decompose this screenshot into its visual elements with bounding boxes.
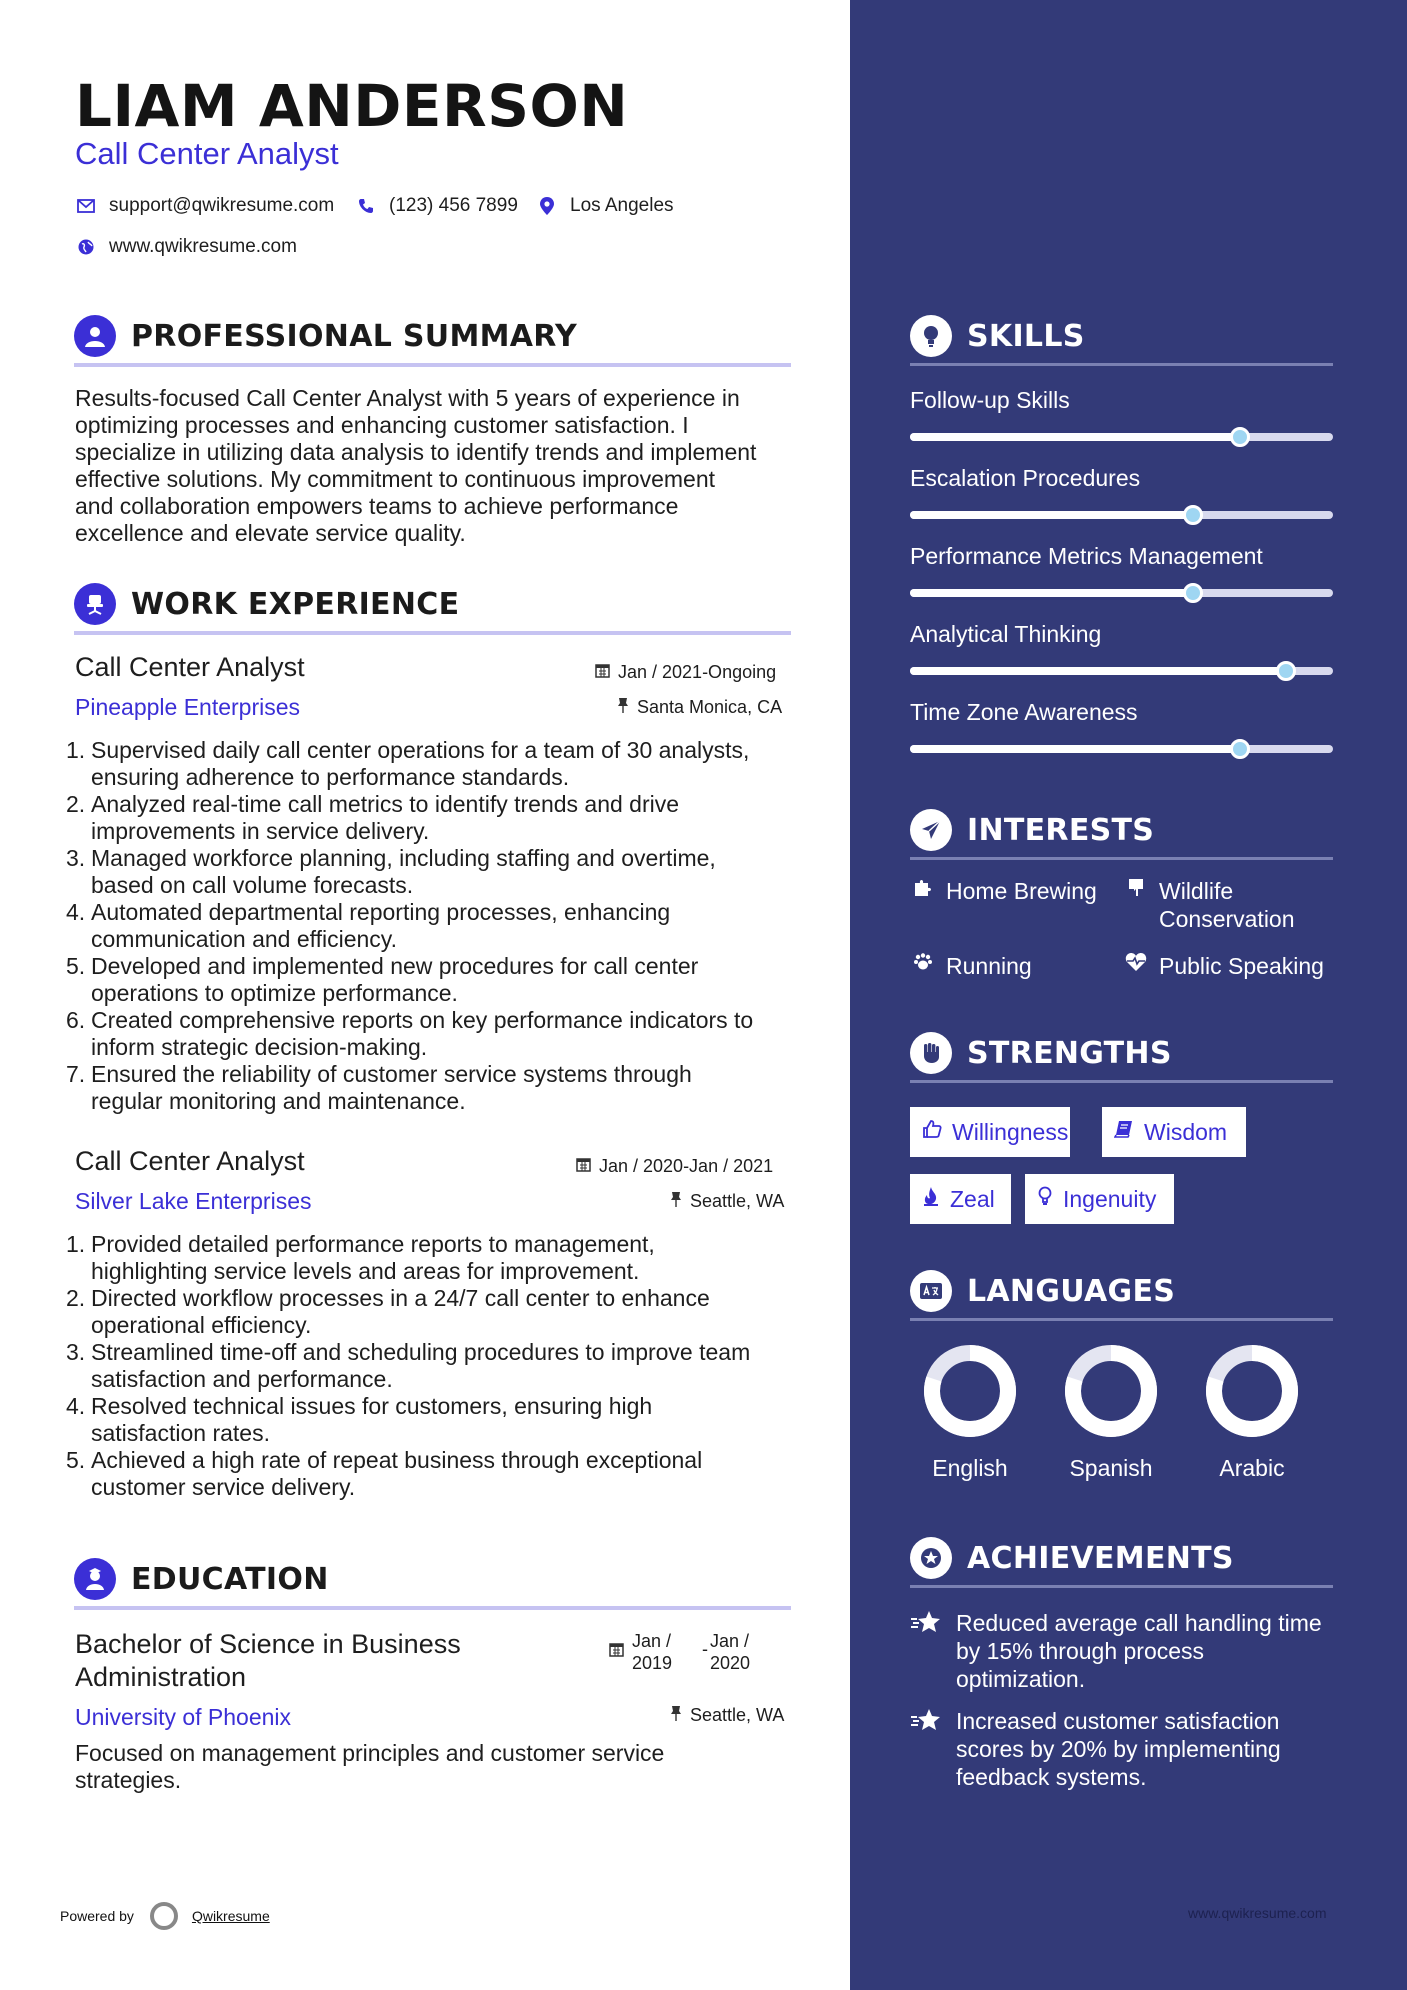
education-dates (609, 1630, 750, 1674)
item-text: Developed and implemented new procedures for call center (91, 953, 699, 979)
list-item (66, 899, 806, 953)
skill-slider (910, 433, 1333, 441)
skills-heading (910, 315, 1085, 357)
item-text: operations to optimize performance. (91, 980, 458, 1006)
item-text: Provided detailed performance reports to management, (91, 1231, 655, 1257)
summary-line: and collaboration empowers teams to achieve performance (75, 493, 679, 519)
pushpin-icon (617, 697, 629, 718)
item-text: based on call volume forecasts. (91, 872, 414, 898)
candidate-title: Call Center Analyst (75, 136, 339, 171)
list-item (66, 1393, 806, 1447)
experience-divider (74, 631, 791, 635)
flame-icon (922, 1186, 940, 1212)
email-text: support@qwikresume.com (109, 195, 335, 216)
skill-label: Performance Metrics Management (910, 543, 1263, 569)
interest-line: Running (946, 953, 1032, 979)
achievement-line: Increased customer satisfaction (956, 1708, 1280, 1734)
item-number: 7. (66, 1061, 86, 1087)
job-company: Silver Lake Enterprises (75, 1188, 312, 1214)
skill-slider (910, 745, 1333, 753)
achievement-line: optimization. (956, 1666, 1086, 1692)
pushpin-icon (670, 1191, 682, 1212)
strength-label: Zeal (950, 1185, 995, 1212)
thumbs-up-icon (922, 1119, 942, 1145)
item-text: Automated departmental reporting processes, enhancing (91, 899, 671, 925)
summary-line: effective solutions. My commitment to continuous improvement (75, 466, 716, 492)
item-text: ensuring adherence to performance standards. (91, 764, 570, 790)
contact-phone[interactable] (355, 195, 518, 217)
summary-text (75, 385, 795, 547)
education-divider (74, 1606, 791, 1610)
strength-label: Wisdom (1144, 1118, 1228, 1145)
skill-fill (910, 667, 1286, 675)
job-title: Call Center Analyst (75, 652, 305, 682)
job-duties (66, 737, 806, 1115)
envelope-icon (75, 195, 97, 217)
degree-title (75, 1628, 461, 1694)
achievement-item (910, 1609, 1350, 1693)
achievement-line: feedback systems. (956, 1764, 1147, 1790)
list-item (66, 1007, 806, 1061)
contact-website[interactable] (75, 236, 297, 258)
item-text: improvements in service delivery. (91, 818, 430, 844)
interest-line: Wildlife (1159, 878, 1234, 904)
footer-website[interactable]: www.qwikresume.com (1188, 1905, 1327, 1921)
strength-chip (910, 1174, 1011, 1224)
job-dates (595, 662, 776, 683)
item-text: operational efficiency. (91, 1312, 312, 1338)
star-icon (910, 1609, 944, 1693)
office-chair-icon (74, 583, 116, 625)
item-text: Directed workflow processes in a 24/7 call center to enhance (91, 1285, 710, 1311)
interests-heading (910, 809, 1154, 851)
qwikresume-logo-icon (150, 1902, 178, 1930)
date-separator: - (702, 1639, 708, 1659)
interests-heading-text: INTERESTS (967, 812, 1155, 848)
summary-divider (74, 363, 791, 367)
lightbulb-icon (1037, 1186, 1053, 1212)
website-text: www.qwikresume.com (109, 236, 297, 257)
calendar-icon (609, 1642, 624, 1664)
language-label: Arabic (1219, 1455, 1285, 1481)
item-text: satisfaction rates. (91, 1420, 270, 1446)
phone-text: (123) 456 7899 (389, 195, 518, 216)
strength-chip (1102, 1107, 1246, 1157)
language-label: English (932, 1455, 1008, 1481)
item-text: communication and efficiency. (91, 926, 397, 952)
skill-fill (910, 511, 1193, 519)
achievement-text (956, 1609, 1322, 1693)
summary-line: excellence and elevate service quality. (75, 520, 466, 546)
job-location (670, 1191, 784, 1212)
item-number: 1. (66, 1231, 86, 1257)
item-number: 4. (66, 1393, 86, 1419)
language-ring (1063, 1343, 1159, 1439)
map-pin-icon (536, 195, 558, 217)
date-line: Jan / (632, 1631, 672, 1651)
school-name: University of Phoenix (75, 1704, 292, 1730)
item-text: customer service delivery. (91, 1474, 356, 1500)
heartbeat-icon (1123, 952, 1149, 980)
skill-slider (910, 511, 1333, 519)
interest-line: Home Brewing (946, 878, 1097, 904)
job-dates-text: Jan / 2021-Ongoing (618, 662, 777, 682)
achievement-line: by 15% through process (956, 1638, 1205, 1664)
language-ring (922, 1343, 1018, 1439)
list-item (66, 1285, 806, 1339)
qwikresume-link[interactable]: Qwikresume (191, 1908, 270, 1924)
list-item (66, 1447, 806, 1501)
interest-label (946, 952, 1032, 980)
item-text: satisfaction and performance. (91, 1366, 393, 1392)
education-location-text: Seattle, WA (690, 1705, 785, 1725)
strengths-divider (910, 1080, 1333, 1083)
paper-plane-icon (910, 809, 952, 851)
item-number: 3. (66, 1339, 86, 1365)
interest-line: Public Speaking (1159, 953, 1324, 979)
strength-chip (910, 1107, 1070, 1157)
user-icon (74, 315, 116, 357)
item-text: regular monitoring and maintenance. (91, 1088, 466, 1114)
item-number: 4. (66, 899, 86, 925)
interest-label (1159, 952, 1324, 980)
paw-icon (910, 952, 936, 980)
skill-fill (910, 745, 1240, 753)
phone-icon (355, 195, 377, 217)
language-item (915, 1343, 1025, 1482)
interests-divider (910, 857, 1333, 860)
item-text: Created comprehensive reports on key performance indicators to (91, 1007, 754, 1033)
education-description (75, 1740, 795, 1794)
achievements-heading-text: ACHIEVEMENTS (967, 1540, 1234, 1576)
strength-label: Ingenuity (1063, 1185, 1157, 1212)
experience-heading (74, 583, 459, 625)
achievements-divider (910, 1585, 1333, 1588)
skill-label: Follow-up Skills (910, 387, 1070, 413)
skill-label: Analytical Thinking (910, 621, 1102, 647)
job-location-text: Santa Monica, CA (637, 697, 783, 717)
item-number: 2. (66, 791, 86, 817)
education-end (710, 1630, 750, 1674)
job-company: Pineapple Enterprises (75, 694, 301, 720)
skill-knob (1230, 739, 1250, 759)
skills-divider (910, 363, 1333, 366)
languages-heading (910, 1270, 1175, 1312)
interest-label (1159, 877, 1295, 933)
item-number: 6. (66, 1007, 86, 1033)
education-heading-text: EDUCATION (131, 1561, 329, 1597)
item-text: highlighting service levels and areas for improvement. (91, 1258, 640, 1284)
list-item (66, 737, 806, 791)
powered-by-text: Powered by (60, 1908, 134, 1924)
globe-icon (75, 236, 97, 258)
degree-line: Bachelor of Science in Business (75, 1629, 461, 1659)
summary-heading-text: PROFESSIONAL SUMMARY (131, 318, 578, 354)
achievements-heading (910, 1537, 1234, 1579)
list-item (66, 1231, 806, 1285)
date-line: Jan / (710, 1631, 750, 1651)
list-item (66, 1061, 806, 1115)
interest-item (1123, 952, 1324, 980)
strength-label: Willingness (952, 1118, 1069, 1145)
star-icon (910, 1707, 944, 1791)
strengths-heading-text: STRENGTHS (967, 1035, 1172, 1071)
item-text: Ensured the reliability of customer service systems through (91, 1061, 692, 1087)
summary-line: specialize in utilizing data analysis to identify trends and implement (75, 439, 757, 465)
languages-divider (910, 1318, 1333, 1321)
contact-email[interactable] (75, 195, 334, 217)
item-text: Managed workforce planning, including staffing and overtime, (91, 845, 716, 871)
experience-heading-text: WORK EXPERIENCE (131, 586, 460, 622)
language-label: Spanish (1069, 1455, 1153, 1481)
interest-item (910, 877, 1097, 905)
star-badge-icon (910, 1537, 952, 1579)
list-item (66, 1339, 806, 1393)
skill-label: Escalation Procedures (910, 465, 1141, 491)
job-location-text: Seattle, WA (690, 1191, 785, 1211)
item-text: inform strategic decision-making. (91, 1034, 428, 1060)
skill-slider (910, 589, 1333, 597)
strength-chip (1025, 1174, 1174, 1224)
candidate-name: LIAM ANDERSON (75, 72, 629, 140)
education-start (632, 1630, 702, 1674)
job-dates-text: Jan / 2020-Jan / 2021 (599, 1156, 774, 1176)
skill-fill (910, 433, 1240, 441)
calendar-icon (595, 663, 610, 683)
skill-fill (910, 589, 1193, 597)
language-ring (1204, 1343, 1300, 1439)
book-icon (1114, 1119, 1134, 1145)
description-line: strategies. (75, 1767, 182, 1793)
degree-line: Administration (75, 1662, 247, 1692)
powered-by (60, 1902, 270, 1930)
puzzle-icon (910, 877, 936, 905)
interest-item (910, 952, 1032, 980)
calendar-icon (576, 1157, 591, 1177)
list-item (66, 791, 806, 845)
item-number: 5. (66, 953, 86, 979)
item-number: 5. (66, 1447, 86, 1473)
item-number: 1. (66, 737, 86, 763)
job-title: Call Center Analyst (75, 1146, 305, 1176)
language-item (1197, 1343, 1307, 1482)
achievement-line: scores by 20% by implementing (956, 1736, 1281, 1762)
interest-label (946, 877, 1097, 905)
item-text: Analyzed real-time call metrics to identify trends and drive (91, 791, 680, 817)
strengths-heading (910, 1032, 1172, 1074)
summary-line: optimizing processes and enhancing customer satisfaction. I (75, 412, 689, 438)
job-location (617, 697, 782, 718)
item-text: Resolved technical issues for customers, ensuring high (91, 1393, 653, 1419)
item-number: 3. (66, 845, 86, 871)
list-item (66, 953, 806, 1007)
achievement-item (910, 1707, 1350, 1791)
list-item (66, 845, 806, 899)
lightbulb-icon (910, 315, 952, 357)
item-text: Streamlined time-off and scheduling procedures to improve team (91, 1339, 751, 1365)
translate-icon (910, 1270, 952, 1312)
skills-heading-text: SKILLS (967, 318, 1085, 354)
summary-heading (74, 315, 577, 357)
job-duties (66, 1231, 806, 1501)
summary-line: Results-focused Call Center Analyst with 5 years of experience in (75, 385, 740, 411)
education-location (670, 1705, 784, 1726)
skill-knob (1230, 427, 1250, 447)
date-line: 2020 (710, 1653, 751, 1673)
education-heading (74, 1558, 329, 1600)
item-text: Supervised daily call center operations for a team of 30 analysts, (91, 737, 750, 763)
languages-heading-text: LANGUAGES (967, 1273, 1176, 1309)
achievement-text (956, 1707, 1281, 1791)
item-text: Achieved a high rate of repeat business through exceptional (91, 1447, 703, 1473)
contact-location (536, 195, 674, 217)
description-line: Focused on management principles and customer service (75, 1740, 665, 1766)
skill-slider (910, 667, 1333, 675)
language-item (1056, 1343, 1166, 1482)
fist-icon (910, 1032, 952, 1074)
skill-label: Time Zone Awareness (910, 699, 1138, 725)
graduate-icon (74, 1558, 116, 1600)
flag-icon (1123, 877, 1149, 905)
date-line: 2019 (632, 1653, 673, 1673)
job-dates (576, 1156, 773, 1177)
pushpin-icon (670, 1705, 682, 1726)
location-text: Los Angeles (570, 195, 674, 216)
interest-item (1123, 877, 1295, 933)
achievement-line: Reduced average call handling time (956, 1610, 1322, 1636)
item-number: 2. (66, 1285, 86, 1311)
interest-line: Conservation (1159, 906, 1295, 932)
